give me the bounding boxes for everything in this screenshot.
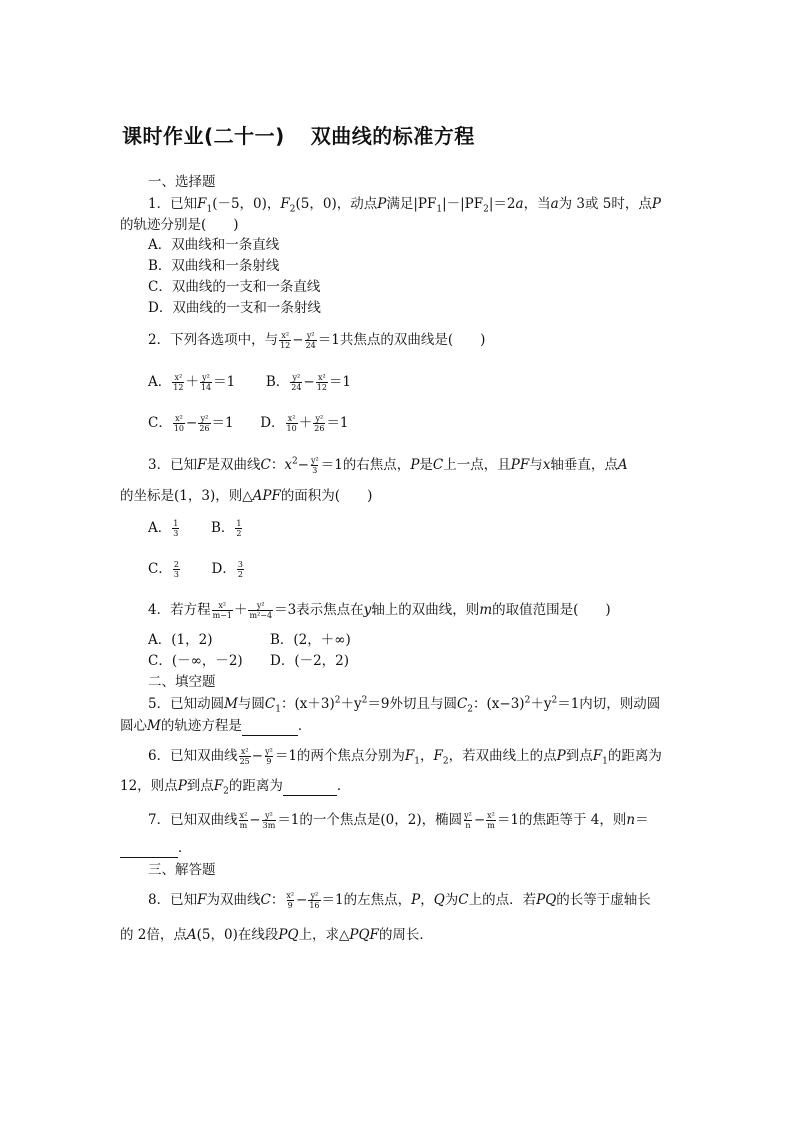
q1-option-a: A．双曲线和一条直线	[148, 237, 280, 253]
question-8-line-2: 的 2倍，点A(5，0)在线段PQ上，求△PQF的周长．	[120, 927, 433, 943]
q4-options-row-1: A．(1，2) B．(2，＋∞)	[148, 632, 351, 648]
question-5-line-2: 圆心M的轨迹方程是 ．	[120, 718, 312, 734]
answer-blank-5[interactable]	[242, 721, 298, 736]
question-8-line-1: 8．已知F为双曲线C： $\frac{\text{x²}}{9}$ − $\frac{\text{y²}}{16}$ ＝1的左焦点，P，Q为C上的点．若PQ的长等于虚轴长	[148, 891, 651, 910]
q2-options-row-1: A． $\frac{\text{x²}}{12}$ ＋ $\frac{\text{y²}}{14}$ ＝1 B． $\frac{\text{y²}}{24}$ − $\frac{\text{x²}}{12}$ ＝1	[148, 373, 352, 392]
question-6-line-1: 6．已知双曲线 $\frac{\text{x²}}{25}$ − $\frac{\text{y²}}{9}$ ＝1的两个焦点分别为$F_1$，$F_2$，若双曲线上的点P到点$F_1$的距离为	[148, 747, 662, 767]
question-1-line-2: 的轨迹分别是( )	[120, 217, 239, 233]
question-7-line-2: ．	[120, 838, 192, 858]
q3-options-row-1: A． $\frac{1}{3}$ B． $\frac{1}{2}$	[148, 519, 242, 538]
page-title: 课时作业(二十一) 双曲线的标准方程	[122, 124, 475, 148]
question-3-line-1: 3．已知F是双曲线C：$x^2-$ $\frac{\text{y²}}{3}$ ＝1的右焦点，P是C上一点，且PF与x轴垂直，点A	[148, 456, 628, 475]
answer-blank-6[interactable]	[283, 781, 337, 796]
answer-blank-7[interactable]	[120, 843, 178, 858]
question-5-line-1: 5．已知动圆M与圆$C_1$：$(x+3)^2+y^2=9$外切且与圆$C_2$：$(x-3)^2+y^2=1$内切，则动圆	[148, 695, 661, 715]
q1-option-c: C．双曲线的一支和一条直线	[148, 279, 321, 295]
section-heading-fill: 二、填空题	[148, 674, 216, 690]
q3-options-row-2: C． $\frac{2}{3}$ D． $\frac{3}{2}$	[148, 560, 243, 579]
q1-option-b: B．双曲线和一条射线	[148, 258, 280, 274]
section-heading-answer: 三、解答题	[148, 862, 216, 878]
question-4: 4．若方程 $\frac{\text{x²}}{m-1}$ ＋ $\frac{\text{y²}}{\text{m²−4}}$ ＝3表示焦点在y轴上的双曲线，则m的取值范围是( )	[148, 601, 611, 620]
q1-option-d: D．双曲线的一支和一条射线	[148, 300, 321, 316]
q4-options-row-2: C．(－∞，－2) D．(－2，2)	[148, 653, 350, 669]
question-2: 2．下列各选项中，与 $\frac{\text{x²}}{12}$ − $\frac{\text{y²}}{24}$ ＝1共焦点的双曲线是( )	[148, 331, 486, 350]
question-7-line-1: 7．已知双曲线 $\frac{\text{x²}}{m}$ − $\frac{\text{y²}}{3m}$ ＝1的一个焦点是(0，2)，椭圆 $\frac{\text{y²}}{n}$ − $\frac{\text{x²}}{m}$ ＝1的焦距等于 4，则n＝	[148, 811, 649, 830]
question-3-line-2: 的坐标是(1，3)，则△APF的面积为( )	[120, 488, 373, 504]
q2-options-row-2: C． $\frac{\text{x²}}{10}$ − $\frac{\text{y²}}{26}$ ＝1 D． $\frac{\text{x²}}{10}$ ＋ $\frac{\text{y²}}{26}$ ＝1	[148, 414, 349, 433]
section-heading-choice: 一、选择题	[148, 174, 216, 190]
question-1-line-1: 1．已知$F_1(-5$，0)，$F_2(5$，0)，动点P满足$|PF_1|-|PF_2|=2a$，当a为 3或 5时，点P	[148, 196, 661, 215]
question-6-line-2: 12，则点P到点$F_2$的距离为 ．	[120, 778, 351, 797]
